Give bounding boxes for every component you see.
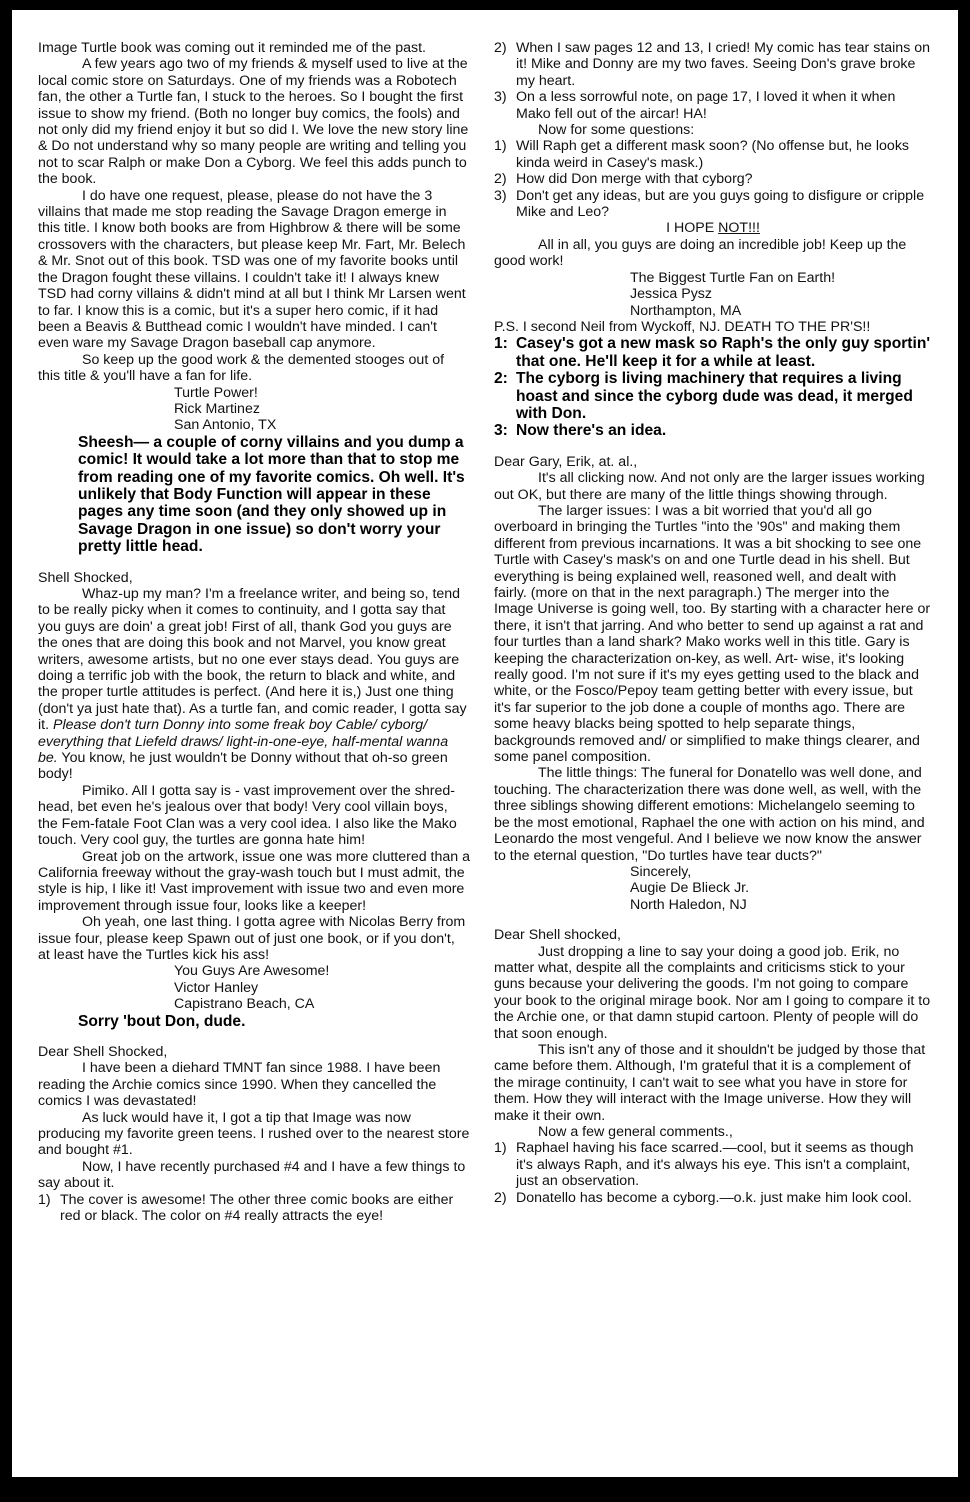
letter-3-list — [38, 1192, 470, 1225]
list-number: 1) — [494, 1140, 507, 1157]
signature-line: Sincerely, — [630, 863, 692, 880]
hope-underlined-text: NOT!!! — [718, 220, 760, 237]
reply-text: Casey's got a new mask so Raph's the only guy sportin' that one. He'll keep it for a while at least. — [516, 335, 931, 370]
hope-not-line — [494, 220, 932, 236]
list-number: 2) — [494, 1189, 507, 1206]
letters-page — [12, 10, 958, 1480]
letter-1-paragraph: A few years ago two of my friends & myself used to live at the local comic store on Saturdays. One of my friends was a Robotech fan, the other a Turtle fan, I stuck to the heroes. So I bought the first issue to show my friend. (Both no longer buy comics, the fools) and not only did my friend enjoy it but so did I. We love the new story line & Do not understand why so many people are writing and telling you not to scar Ralph or make Don a Cyborg. We feel this adds punch to the book. — [38, 56, 469, 188]
reply-number: 3: — [494, 422, 508, 440]
list-item — [494, 89, 932, 122]
list-text: When I saw pages 12 and 13, I cried! My comic has tear stains on it! Mike and Donny are my two faves. Seeing Don's grave broke my heart. — [516, 40, 931, 89]
letter-1-paragraph: I do have one request, please, please do not have the 3 villains that made me stop reading the Savage Dragon emerge in this title. I know both books are from Highbrow & there will be some crossovers with the characters, but please keep Mr. Fart, Mr. Belech & Mr. Snot out of this book. TSD was one of my favorite books until the Dragon fought these villains. I couldn't take it! I always knew TSD had corny villains & didn't mind at all but I think Mr Larsen went to far. I know this is a comic, but it's a super hero comic, if it had been a Beavis & Butthead comic I wouldn't have minded. I can't even ware my Savage Dragon baseball cap anymore. — [38, 187, 466, 352]
editor-reply-2: Sorry 'bout Don, dude. — [78, 1012, 246, 1030]
letter-3-salutation: Dear Shell Shocked, — [38, 1043, 168, 1060]
list-number: 3) — [494, 187, 507, 204]
list-text: Raphael having his face scarred.—cool, but it seems as though it's always Raph, and it's always his eye. This isn't a complaint, just an observation. — [516, 1140, 914, 1190]
reply-item — [494, 422, 932, 439]
list-number: 2) — [494, 171, 507, 188]
letter-2-paragraph — [38, 586, 470, 783]
letter-2-italic-text: Please don't turn Donny into some freak boy Cable/ cyborg/ everything that Liefeld draws/ light-in-one-eye, half-mental wanna be. — [38, 717, 449, 767]
list-text: Will Raph get a different mask soon? (No offense but, he looks kinda weird in Casey's mask.) — [516, 138, 910, 171]
reply-item — [494, 370, 932, 422]
letter-5-list — [494, 1140, 932, 1206]
list-text: Donatello has become a cyborg.—o.k. just make him look cool. — [516, 1189, 912, 1206]
letter-4-paragraph: It's all clicking now. And not only are the larger issues working out OK, but there are many of the little things showing through. — [494, 470, 925, 503]
signature-name: Augie De Blieck Jr. — [630, 880, 750, 897]
letter-5-paragraph: Now a few general comments., — [538, 1124, 733, 1140]
letter-3-closing: All in all, you guys are doing an incredible job! Keep up the good work! — [494, 236, 907, 270]
list-item — [494, 138, 932, 171]
letter-3-paragraph: I have been a diehard TMNT fan since 1988. I have been reading the Archie comics since 1990. When they cancelled the comics I was devastated! — [38, 1060, 441, 1110]
list-item — [494, 171, 932, 187]
letter-1-signature — [174, 385, 470, 434]
list-item — [38, 1192, 470, 1225]
letter-3-postscript: P.S. I second Neil from Wyckoff, NJ. DEATH TO THE PR'S!! — [494, 318, 871, 335]
letter-2-text: You know, he just wouldn't be Donny without that oh-so green body! — [38, 750, 448, 783]
signature-name: Jessica Pysz — [630, 286, 712, 303]
signature-name: Rick Martinez — [174, 400, 260, 417]
letter-3-paragraph: As luck would have it, I got a tip that Image was now producing my favorite green teens. I rushed over to the nearest store and bought #1. — [38, 1109, 470, 1159]
signature-line: The Biggest Turtle Fan on Earth! — [630, 269, 836, 286]
reply-text: Now there's an idea. — [516, 422, 667, 440]
signature-location: San Antonio, TX — [174, 417, 277, 434]
hope-text: I HOPE — [666, 220, 719, 237]
signature-location: Northampton, MA — [630, 302, 742, 319]
letter-2-signature — [174, 963, 470, 1012]
list-text: Don't get any ideas, but are you guys going to disfigure or cripple Mike and Leo? — [516, 187, 925, 221]
list-text: On a less sorrowful note, on page 17, I loved it when it when Mako fell out of the aircar! HA! — [516, 89, 896, 122]
letter-2-paragraph: Pimiko. All I gotta say is - vast improvement over the shred-head, bet even he's jealous over that body! Very cool villain boys, the Fem-fatale Foot Clan was a very cool idea. I also like the Mako touch. Very cool guy, the turtles are gonna hate him! — [38, 782, 457, 849]
list-number: 1) — [494, 138, 507, 155]
reply-item — [494, 335, 932, 370]
list-item — [494, 1140, 932, 1189]
letter-5-paragraph: This isn't any of those and it shouldn't be judged by those that came before them. Although, I'm grateful that it is a complement of the mirage continuity, I can't wait to see what you have in store for them. How they will interact with the Image universe. How they will make it their own. — [494, 1041, 926, 1124]
letter-2-salutation: Shell Shocked, — [38, 569, 133, 586]
reply-number: 1: — [494, 335, 508, 353]
questions-intro: Now for some questions: — [538, 122, 695, 139]
reply-number: 2: — [494, 370, 508, 388]
letter-5-salutation: Dear Shell shocked, — [494, 927, 621, 944]
editor-reply-3 — [494, 335, 932, 439]
signature-location: Capistrano Beach, CA — [174, 996, 315, 1013]
letter-1-paragraph: So keep up the good work & the demented stooges out of this title & you'll have a fan for life. — [38, 351, 445, 385]
letter-2-paragraph: Great job on the artwork, issue one was more cluttered than a California freeway without the gray-wash touch but I must admit, the style is hip, I like it! Vast improvement with issue two and even more improvement through issue four, looks like a keeper! — [38, 848, 470, 914]
letter-3-paragraph: Now, I have recently purchased #4 and I have a few things to say about it. — [38, 1158, 466, 1192]
list-item — [494, 40, 932, 89]
letter-4-salutation: Dear Gary, Erik, at. al., — [494, 453, 638, 470]
letter-3-list-continued — [494, 40, 932, 122]
left-column — [38, 40, 470, 1224]
letter-3-signature — [630, 270, 932, 319]
letter-4-signature — [630, 864, 932, 913]
letter-4-paragraph: The little things: The funeral for Donatello was well done, and touching. The characterization there was done well, as well, with the three siblings showing different emotions: Michelangelo seeming to be the most emotional, Raphael the one with action on his mind, and Leonardo the most vengeful. And I believe we now know the answer to the eternal question, "Do turtles have tear ducts?" — [494, 765, 925, 864]
list-number: 2) — [494, 40, 507, 56]
editor-reply-1: Sheesh— a couple of corny villains and you dump a comic! It would take a lot more than that to stop me from reading one of my favorite comics. Oh well. It's unlikely that Body Function will appear in these pages any time soon (and they only showed up in Savage Dragon in one issue) so don't worry your pretty little head. — [78, 433, 465, 556]
questions-list — [494, 138, 932, 220]
signature-line: Turtle Power! — [174, 384, 258, 401]
list-number: 3) — [494, 89, 507, 106]
signature-line: You Guys Are Awesome! — [174, 963, 330, 980]
list-item — [494, 188, 932, 221]
letter-2-text: Whaz-up my man? I'm a freelance writer, and being so, tend to be really picky when it comes to continuity, and I gotta say that you guys are doin' a great job! First of all, thank God you guys are the ones that are doing this book and not Marvel, you know great writers, awesome artists, but no one ever stays dead. You guys are doing a terrific job with the book, the return to black and white, and the proper turtle attitudes is perfect. (And here it is,) Just one thing (don't ya just hate that). As a turtle fan, and comic reader, I gotta say it. — [38, 586, 467, 734]
reply-text: The cyborg is living machinery that requires a living hoast and since the cyborg dude was dead, it merged with Don. — [516, 370, 913, 422]
list-text: How did Don merge with that cyborg? — [516, 171, 753, 188]
page-bottom-rule — [12, 1477, 958, 1480]
signature-location: North Haledon, NJ — [630, 896, 747, 913]
list-number: 1) — [38, 1191, 51, 1208]
list-text: The cover is awesome! The other three comic books are either red or black. The color on #4 really attracts the eye! — [60, 1191, 454, 1225]
letter-1-paragraph: Image Turtle book was coming out it reminded me of the past. — [38, 40, 426, 56]
list-item — [494, 1190, 932, 1206]
letter-2-paragraph: Oh yeah, one last thing. I gotta agree with Nicolas Berry from issue four, please keep Spawn out of just one book, or if you don't, at least have the Turtles kick his ass! — [38, 914, 466, 963]
right-column — [494, 40, 932, 1206]
letter-5-paragraph: Just dropping a line to say your doing a good job. Erik, no matter what, despite all the complaints and criticisms stick to your guns because your delivering the goods. I'm not going to compare your book to the original mirage book. Nor am I going to compare it to the Archie one, or that damn stupid cartoon. Plenty of people will do that soon enough. — [494, 943, 931, 1042]
letter-4-paragraph: The larger issues: I was a bit worried that you'd all go overboard in bringing the Turtles "into the '90s" and making them different from previous incarnations. It was a bit shocking to see one Turtle with Casey's mask's on and one Turtle dead in his shell. But everything is being explained well, reasoned well, and dealt with fairly. (more on that in the next paragraph.) The merger into the Image Universe is going well, too. By starting with a character here or there, it isn't that jarring. And who better to send up against a rat and four turtles than a land shark? Mako works well in this title. Gary is keeping the characterization on-key, as well. Art- wise, it's looking really good. I'm not sure if it's my eyes getting used to the black and white, or the Fosco/Pepoy team getting better with every issue, but it's far superior to the job done a couple of months ago. There are some heavy blacks being spotted to help separate things, backgrounds removed and/ or simplified to make things clearer, and some panel composition. — [494, 502, 931, 766]
signature-name: Victor Hanley — [174, 979, 259, 996]
